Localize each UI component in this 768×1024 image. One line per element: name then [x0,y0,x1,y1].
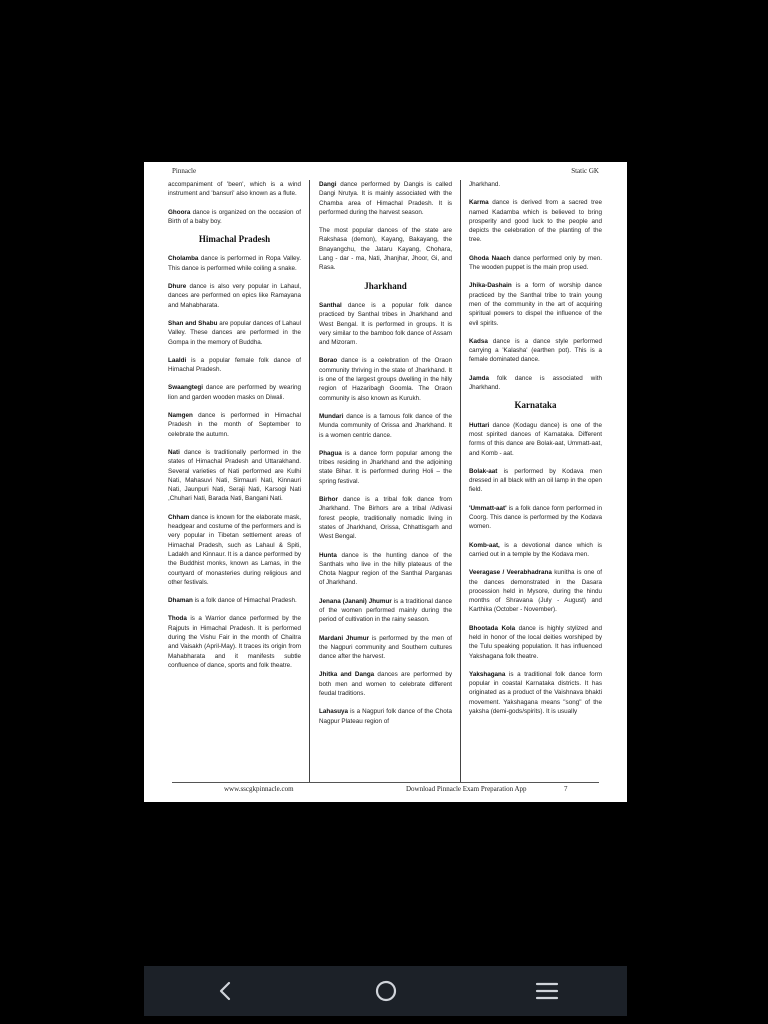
back-icon [215,980,235,1002]
dance-name: Lahasuya [319,708,349,716]
paragraph: Veeragase / Veerabhadrana kunitha is one of the dances demonstrated in the Dasara procession held in Mysore, during the hindu months of Shravana (July - August) and Karthika (October - November). [469,569,603,614]
dance-name: Dhure [168,283,187,291]
paragraph: Santhal dance is a popular folk dance practiced by Santhal tribes in Jharkhand and West Bengal. It is performed in groups. It is very similar to the bamboo folk dance of Assam and Mizoram. [319,301,452,347]
dance-name: Thoda [168,615,187,623]
paragraph: accompaniment of 'been', which is a wind instrument and 'bansuri' also known as a flute. [168,181,301,198]
dance-name: Borao [319,357,338,365]
dance-name: Nati [168,448,180,456]
column-1 [168,180,301,679]
paragraph: Dhure dance is also very popular in Lahaul, dances are performed on epics like Ramayana and Mahabharata. [168,283,301,309]
section-heading: Karnataka [514,400,557,411]
section-heading: Jharkhand [364,280,407,291]
paragraph: Lahasuya is a Nagpuri folk dance of the Chota Nagpur Plateau region of [319,708,452,725]
paragraph: Thoda is a Warrior dance performed by the Rajputs in Himachal Pradesh. It is performed during the Vishu Fair in the month of Chaitra and Vaisakh (April-May). It traces its origin from Mahabharata and it manifests subtle confluence of dance, sports and folk theatre. [168,615,301,669]
header-left: Pinnacle [172,167,197,175]
dance-name: Bhootada Kola [469,624,516,632]
android-nav-bar [144,966,627,1016]
paragraph: Huttari dance (Kodagu dance) is one of the most spirited dances of Karnataka. Different forms of this dance are Bolak-aat, Ummatt-aat, and Komb - aat. [469,421,602,457]
page-header [172,167,599,175]
paragraph: Dhaman is a folk dance of Himachal Pradesh. [168,597,297,605]
page-number: 7 [564,785,568,793]
paragraph: Komb-aat, is a devotional dance which is carried out in a temple by the Kodava men. [469,541,602,558]
dance-name: Yakshagana [469,670,506,678]
back-button[interactable] [205,971,245,1011]
paragraph: Ghoda Naach dance performed only by men. The wooden puppet is the main prop used. [469,254,602,272]
paragraph: Mardani Jhumur is performed by the men of the Nagpuri community and Southern cultures dance after the harvest. [319,634,453,661]
dance-name: Santhal [319,301,342,309]
paragraph: Dangi dance performed by Dangis is called Dangi Nrutya. It is mainly associated with the Chamba area of Himachal Pradesh. It is performed during the harvest season. [319,181,452,216]
document-page [144,162,627,802]
dance-name: 'Ummatt-aat' [469,504,507,512]
dance-name: Veeragase / Veerabhadrana [469,569,552,577]
paragraph: Bhootada Kola dance is highly stylized and held in honor of the local deities worshiped by the Tulu speaking population. It has influenced Yakshagana folk theatre. [469,624,602,660]
paragraph: Jenana (Janani) Jhumur is a traditional dance of the women performed mainly during the period of cultivation in the rainy season. [319,597,453,624]
dance-name: Bolak-aat [469,467,498,475]
dance-name: Birhor [319,496,338,504]
column-divider [460,180,461,782]
dance-name: Jenana (Janani) Jhumur [319,597,392,605]
paragraph: Yakshagana is a traditional folk dance form popular in coastal Karnataka districts. It has originated as a product of the Vaishnava bhakti movement. Yakshagana means "song" of the yaksha (demi-gods/spirits). It is usually [469,670,602,716]
dance-name: Hunta [319,551,337,559]
paragraph: Mundari dance is a famous folk dance of the Munda community of Orissa and Jharkhand. It is a women centric dance. [319,412,452,439]
paragraph: Nati dance is traditionally performed in the states of Himachal Pradesh and Uttarakhand. Several varieties of Nati performed are Kulhi Nati, Mahasuvi Nati, Sirmauri Nati, Kinnauri Nati, Jaunpuri Nati, Seraji Nati, Karsogi Nati ,Chuhari Nati, Barada Nati, Bangani Nati. [168,448,301,503]
paragraph: Chham dance is known for the elaborate mask, headgear and costume of the performers and is very popular in Tibetan settlement areas of Himachal Pradesh, such as Lahaul & Spiti, Ladakh and Kinnaur. It is a dance performed by the Buddhist monks, known as Lamas, in the courtyard of monasteries during religious and other festivals. [168,513,301,586]
paragraph: Jhitka and Danga dances are performed by both men and women to celebrate different feudal traditions. [319,671,452,698]
recent-apps-button[interactable] [527,971,567,1011]
paragraph: 'Ummatt-aat' is a folk dance form performed in Coorg. This dance is performed by the Kodava women. [469,504,602,531]
dance-name: Dangi [319,181,337,188]
dance-name: Ghoora [168,208,191,216]
footer-divider [172,782,599,783]
dance-name: Shan and Shabu [168,319,218,327]
paragraph: Shan and Shabu are popular dances of Lahaul Valley. These dances are performed in the Gompa in the memory of Buddha. [168,319,301,346]
paragraph: Bolak-aat is performed by Kodava men dressed in all black with an oil lamp in the open field. [469,467,602,494]
paragraph: Swaangtegi dance are performed by wearing lion and garden wooden masks on Diwali. [168,384,301,401]
paragraph: Namgen dance is performed in Himachal Pradesh in the month of September to celebrate the autumn. [168,412,301,438]
paragraph: Borao dance is a celebration of the Oraon community thriving in the state of Jharkhand. It is one of the largest groups dwelling in the hilly region of Hazaribagh Goomla. The Oraon community is also known as Kurukh. [319,357,452,402]
column-divider [309,180,310,782]
column-3 [469,180,602,725]
paragraph: The most popular dances of the state are Rakshasa (demon), Kayang, Bakayang, the Bnayangchu, the Jataru Kayang, Chohara, Lang - dar - ma, Nati, Jhanjhar, Jhoor, Gi, and Rasa. [319,227,452,272]
header-right: Static GK [571,167,599,175]
paragraph: Hunta dance is the hunting dance of the Santhals who live in the hilly plateaus of the Chota Nagpur region of the Santhal Parganas of Jharkhand. [319,551,452,587]
home-icon [374,979,398,1003]
dance-name: Huttari [469,421,490,429]
paragraph: Birhor dance is a tribal folk dance from Jharkhand. The Birhors are a tribal /Adivasi forest people, traditionally nomadic living in states of Jharkhand, Orissa, Chhattisgarh and West Bengal. [319,496,452,541]
paragraph: Ghoora dance is organized on the occasion of Birth of a baby boy. [168,208,301,225]
dance-name: Mundari [319,412,344,420]
dance-name: Komb-aat, [469,541,500,549]
dance-name: Phagua [319,449,342,457]
paragraph: Phagua is a dance form popular among the tribes residing in Jharkhand and the adjoining state Bihar. It is performed during Holi – the spring festival. [319,449,452,485]
footer-website[interactable]: www.sscgkpinnacle.com [224,785,294,793]
paragraph: Jharkhand. [469,181,501,188]
dance-name: Karma [469,199,489,207]
paragraph: Kadsa dance is a dance style performed carrying a 'Kalasha' (earthen pot). This is a female dominated dance. [469,337,602,364]
paragraph: Laaldi is a popular female folk dance of Himachal Pradesh. [168,356,301,374]
dance-name: Mardani Jhumur [319,634,370,642]
dance-name: Cholamba [168,255,199,263]
dance-name: Jhitka and Danga [319,671,375,679]
dance-name: Chham [168,513,190,521]
dance-name: Swaangtegi [168,384,203,392]
dance-name: Dhaman [168,597,193,605]
paragraph: Jamda folk dance is associated with Jharkhand. [469,374,602,392]
dance-name: Kadsa [469,337,488,345]
paragraph: Jhika-Dashain is a form of worship dance practiced by the Santhal tribe to train young men of the community in the art of acquiring spiritual powers to dispel the influence of the evil spirits. [469,282,602,327]
dance-name: Jhika-Dashain [469,282,512,290]
dance-name: Jamda [469,374,489,382]
paragraph: Cholamba dance is performed in Ropa Valley. This dance is performed while coiling a snake. [168,255,301,272]
column-2 [319,180,452,735]
dance-name: Laaldi [168,356,187,364]
section-heading: Himachal Pradesh [198,234,271,245]
paragraph: Karma dance is derived from a sacred tree named Kadamba which is believed to bring prosperity and good luck to the people and depicts the celebration of the planting of the tree. [469,199,602,244]
footer-download-text: Download Pinnacle Exam Preparation App [406,785,527,793]
menu-icon [535,980,559,1002]
home-button[interactable] [366,971,406,1011]
dance-name: Ghoda Naach [469,254,511,262]
dance-name: Namgen [168,412,193,420]
